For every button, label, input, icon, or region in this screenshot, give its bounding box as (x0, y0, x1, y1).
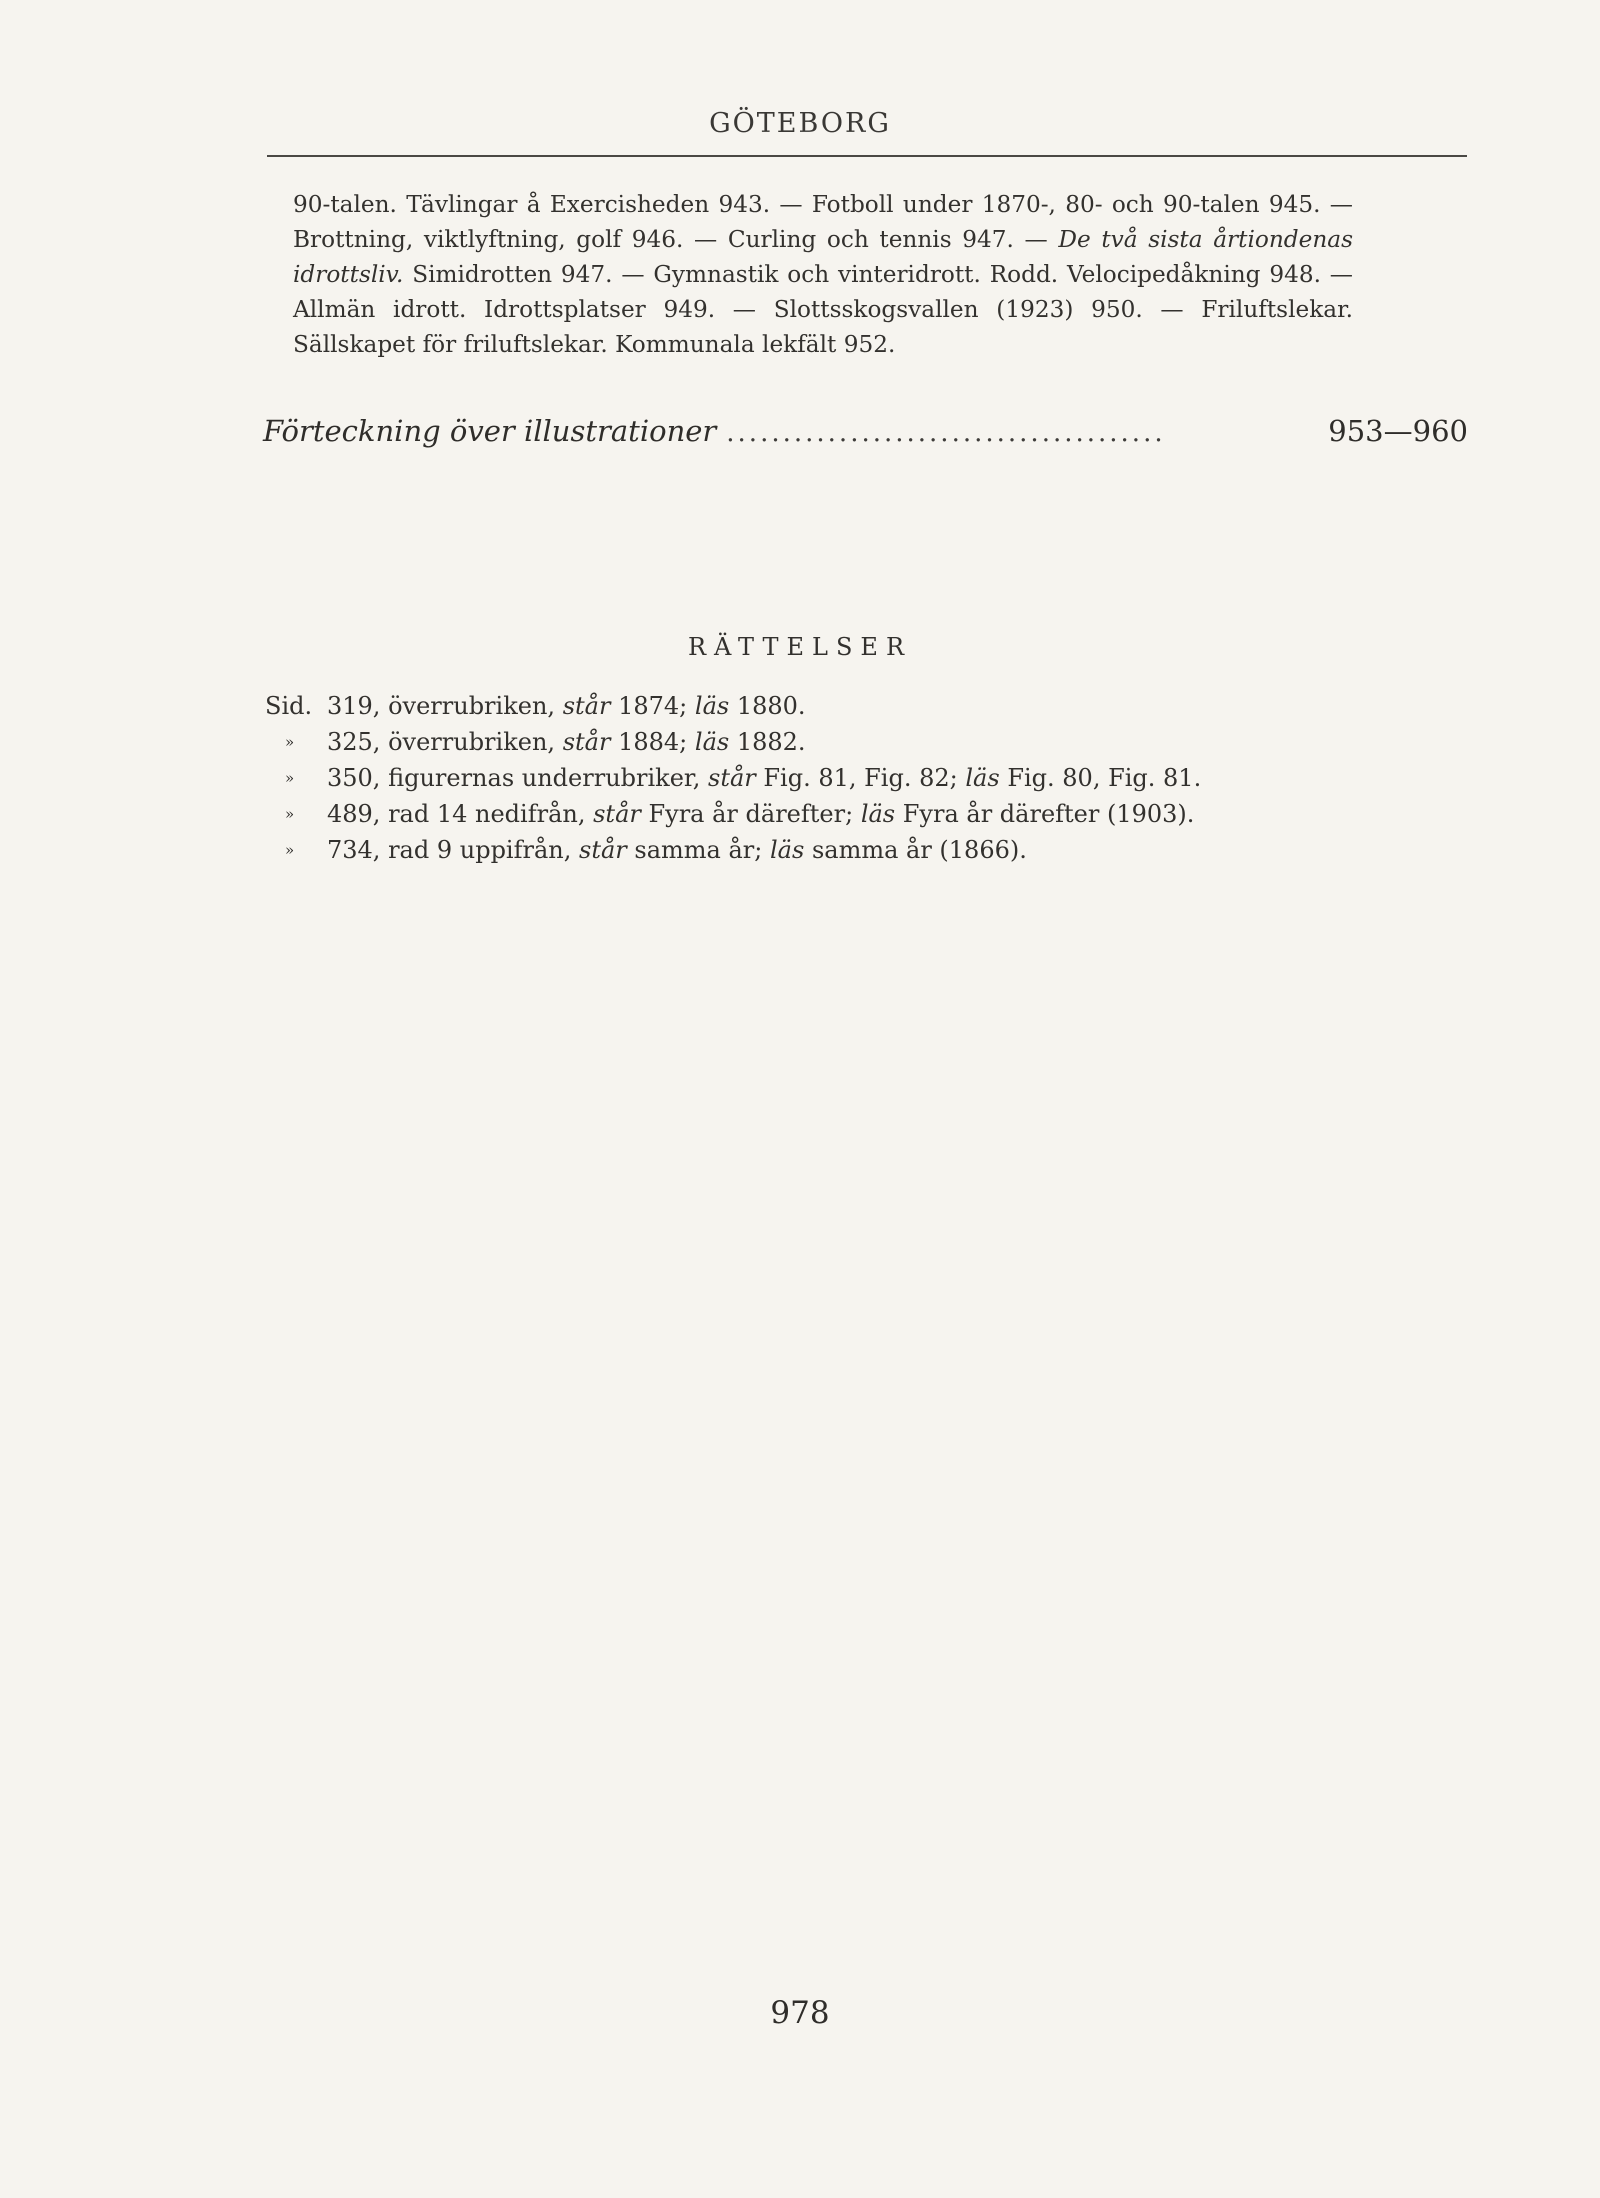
page-number: 978 (770, 1995, 830, 2031)
errata-heading: RÄTTELSER (687, 633, 913, 661)
errata-star-label: står (708, 764, 756, 792)
errata-las-label: läs (694, 728, 730, 756)
errata-star-label: står (562, 728, 611, 756)
errata-entry (265, 796, 1415, 832)
errata-location: överrubriken, (388, 728, 556, 756)
contents-text-2-italic: De två sista årtiondenas idrottsliv. (293, 226, 1353, 288)
errata-wrong: Fig. 81, Fig. 82; (763, 764, 958, 792)
errata-location: figurernas underrubriker, (388, 764, 701, 792)
errata-ref: » (285, 805, 295, 823)
errata-star-label: står (593, 800, 641, 828)
errata-right: 1882. (736, 728, 806, 756)
errata-ref: » (285, 841, 295, 859)
errata-right: Fig. 80, Fig. 81. (1007, 764, 1202, 792)
errata-location: överrubriken, (388, 692, 556, 720)
errata-entry (265, 724, 1415, 760)
errata-page: 319, (327, 692, 381, 720)
errata-list (265, 688, 1415, 868)
toc-leader-dots: ....................................... (726, 418, 1166, 448)
running-head: GÖTEBORG (709, 108, 891, 139)
errata-right: Fyra år därefter (1903). (902, 800, 1195, 828)
errata-las-label: läs (694, 692, 730, 720)
errata-star-label: står (562, 692, 611, 720)
errata-entry (265, 688, 1415, 724)
errata-las-label: läs (769, 836, 805, 864)
errata-page: 350, (327, 764, 381, 792)
toc-page-range: 953—960 (1328, 414, 1468, 448)
toc-title: Förteckning över illustrationer (263, 414, 717, 448)
errata-page: 734, (327, 836, 381, 864)
errata-las-label: läs (965, 764, 1000, 792)
errata-page: 325, (327, 728, 381, 756)
errata-star-label: står (579, 836, 627, 864)
errata-body (327, 688, 806, 724)
header-rule (267, 155, 1467, 157)
errata-body (327, 796, 1194, 832)
errata-wrong: 1884; (618, 728, 688, 756)
contents-text-1: 90-talen. Tävlingar å Exercisheden 943. — Fotboll under 1870-, 80- och 90-talen 945. — Brottning, viktlyftning, golf 946. — Curling och tennis 947. — (293, 191, 1353, 253)
errata-wrong: 1874; (618, 692, 688, 720)
errata-right: samma år (1866). (811, 836, 1027, 864)
errata-ref: Sid. (265, 692, 313, 720)
errata-body (327, 760, 1201, 796)
errata-wrong: Fyra år därefter; (648, 800, 854, 828)
contents-paragraph (293, 187, 1353, 362)
errata-body (327, 832, 1027, 868)
contents-text-3: Simidrotten 947. — Gymnastik och vinteridrott. Rodd. Velocipedåkning 948. — Allmän idrott. Idrottsplatser 949. — Slottsskogsvallen (1923) 950. — Friluftslekar. Sällskapet för friluftslekar. Kommunala lekfält 952. (293, 261, 1353, 358)
errata-location: rad 9 uppifrån, (388, 836, 572, 864)
errata-right: 1880. (736, 692, 806, 720)
errata-entry (265, 832, 1415, 868)
errata-ref: » (285, 769, 295, 787)
errata-location: rad 14 nedifrån, (388, 800, 586, 828)
errata-entry (265, 760, 1415, 796)
errata-page: 489, (327, 800, 381, 828)
errata-ref: » (285, 733, 295, 751)
errata-wrong: samma år; (634, 836, 763, 864)
errata-las-label: läs (860, 800, 896, 828)
errata-body (327, 724, 806, 760)
toc-entry-illustrations (263, 414, 1468, 448)
